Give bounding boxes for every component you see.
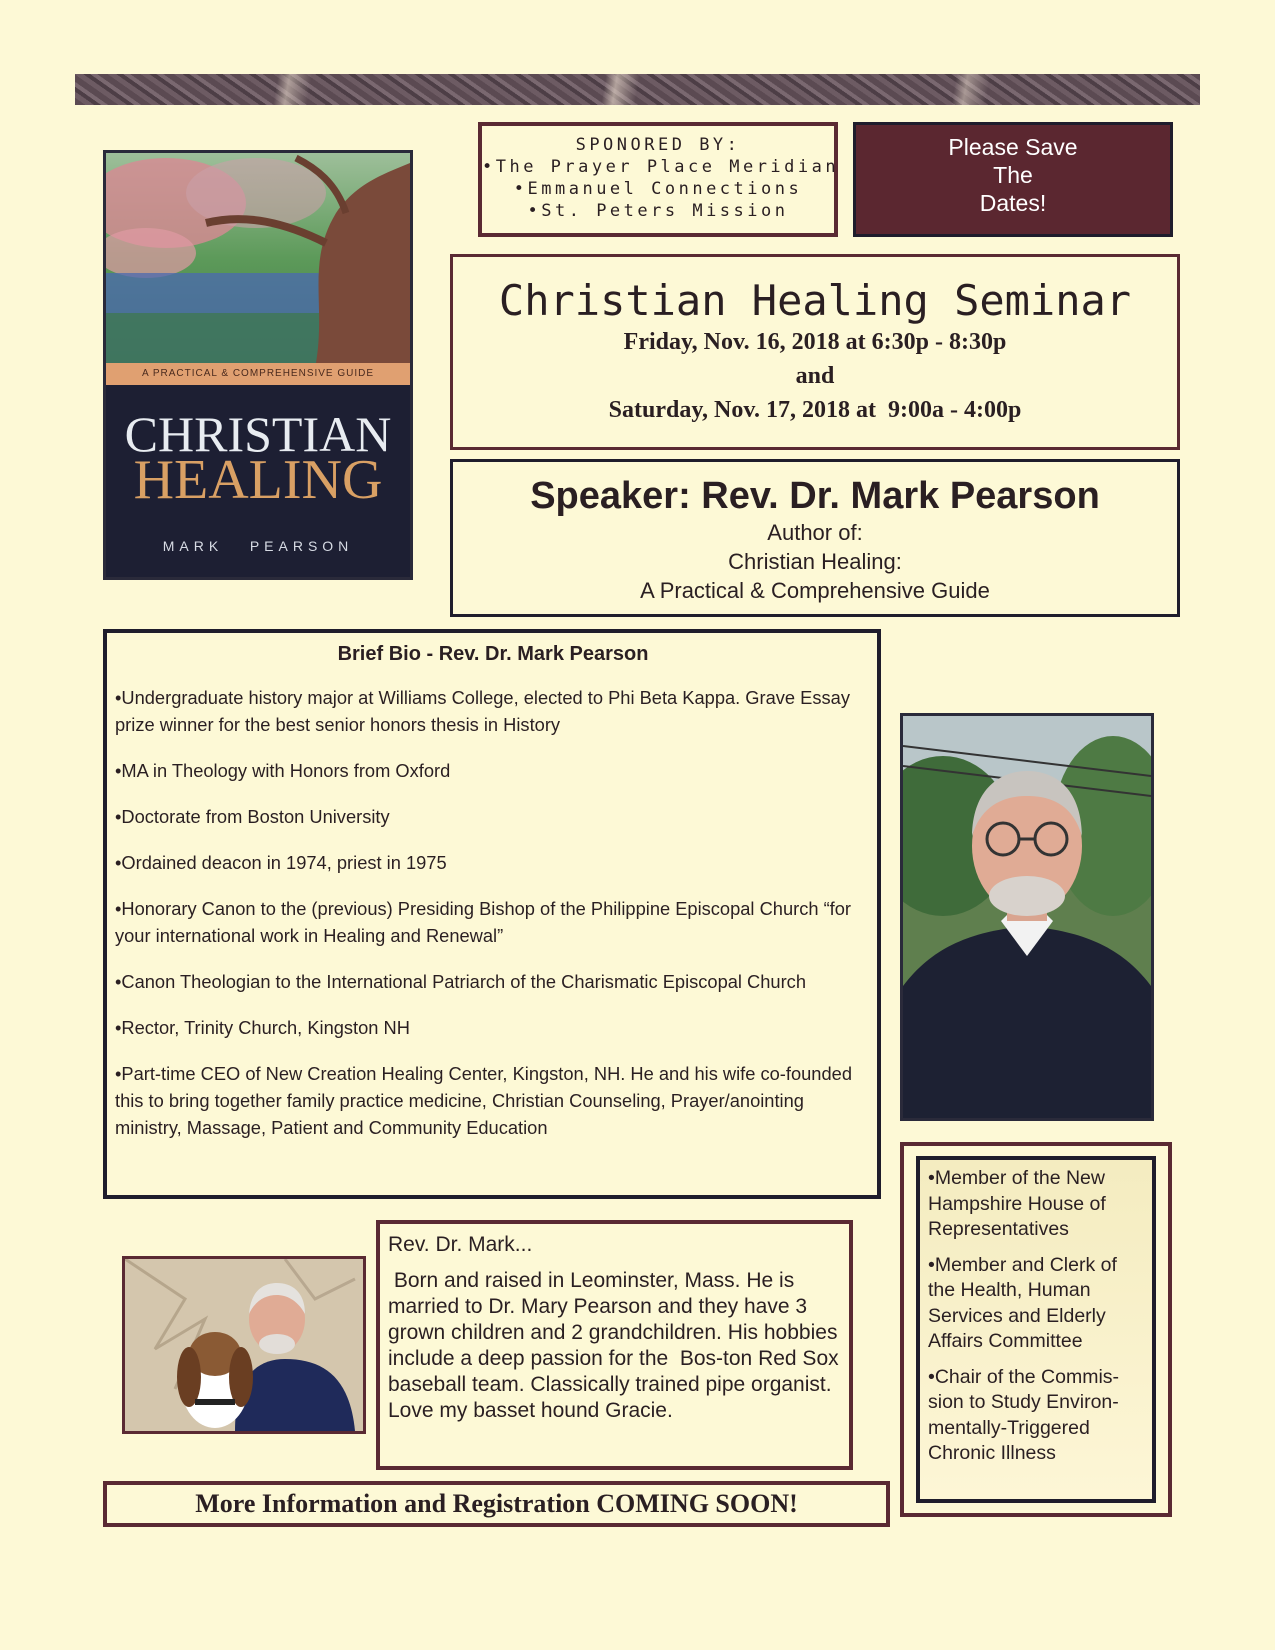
speaker-box	[450, 459, 1180, 617]
sponsor-heading: SPONORED BY:	[575, 135, 741, 155]
member-box-inner	[916, 1156, 1156, 1503]
book-title-line2: HEALING	[133, 449, 383, 511]
save-the-dates-box	[853, 122, 1173, 237]
personal-info-body: Born and raised in Leominster, Mass. He is married to Dr. Mary Pearson and they have 3 grown children and 2 grandchildren. His hobbies include a deep passion for the Bos-ton Red Sox baseball team. Classically trained pipe organist. Love my basset hound Gracie.	[388, 1269, 845, 1422]
bio-item: •Ordained deacon in 1974, priest in 1975	[115, 852, 447, 873]
speaker-portrait-photo	[900, 713, 1154, 1121]
bio-item: •MA in Theology with Honors from Oxford	[115, 760, 451, 781]
sponsor-box	[478, 122, 838, 237]
save-line: The	[993, 162, 1033, 188]
bio-item: •Honorary Canon to the (previous) Presiding Bishop of the Philippine Episcopal Church “for your international work in Healing and Renewal”	[115, 898, 852, 946]
book-subtitle: A PRACTICAL & COMPREHENSIVE GUIDE	[106, 363, 410, 385]
seminar-box	[450, 254, 1180, 450]
book-cover-art	[106, 153, 410, 363]
seminar-title: Christian Healing Seminar	[498, 276, 1132, 325]
sponsor-item: •The Prayer Place Meridian	[482, 157, 840, 177]
bio-item: •Doctorate from Boston University	[115, 806, 390, 827]
bio-box	[103, 629, 881, 1199]
bio-heading: Brief Bio - Rev. Dr. Mark Pearson	[337, 643, 649, 665]
book-author: MARK PEARSON	[162, 538, 354, 554]
speaker-name: Speaker: Rev. Dr. Mark Pearson	[530, 475, 1100, 517]
sponsor-item: •Emmanuel Connections	[513, 179, 803, 199]
member-box	[900, 1142, 1172, 1517]
seminar-date-saturday: Saturday, Nov. 17, 2018 at 9:00a - 4:00p	[608, 397, 1022, 423]
bio-item: •Part-time CEO of New Creation Healing Center, Kingston, NH. He and his wife co-founded this to bring together family practice medicine, Christian Counseling, Prayer/anointing ministry, Massage, Patient and Community Education	[115, 1063, 852, 1138]
personal-info-greeting: Rev. Dr. Mark...	[388, 1233, 533, 1256]
book-cover-image	[103, 150, 413, 580]
speaker-book-title: Christian Healing:	[728, 549, 902, 574]
speaker-book-subtitle: A Practical & Comprehensive Guide	[640, 578, 990, 603]
bio-item: •Canon Theologian to the International Patriarch of the Charismatic Episcopal Church	[115, 971, 806, 992]
member-item: •Chair of the Commis-sion to Study Environ-mentally-Triggered Chronic Illness	[928, 1365, 1120, 1464]
basset-hound-photo	[122, 1256, 366, 1434]
bio-item: •Rector, Trinity Church, Kingston NH	[115, 1017, 410, 1038]
bio-item: •Undergraduate history major at Williams College, elected to Phi Beta Kappa. Grave Essay prize winner for the best senior honors thesis in History	[115, 687, 850, 735]
book-title-line1: CHRISTIAN	[124, 406, 392, 462]
personal-info-box	[376, 1220, 853, 1470]
member-item: •Member and Clerk of the Health, Human Services and Elderly Affairs Committee	[928, 1253, 1117, 1352]
marble-banner	[75, 74, 1200, 105]
sponsor-item: •St. Peters Mission	[527, 201, 789, 221]
member-item: •Member of the New Hampshire House of Representatives	[928, 1167, 1106, 1240]
save-line: Dates!	[979, 190, 1047, 216]
speaker-author-of: Author of:	[767, 520, 863, 545]
seminar-and: and	[795, 363, 835, 389]
seminar-date-friday: Friday, Nov. 16, 2018 at 6:30p - 8:30p	[623, 329, 1007, 355]
save-line: Please Save	[948, 134, 1078, 160]
registration-footer: More Information and Registration COMING SOON!	[103, 1481, 890, 1527]
